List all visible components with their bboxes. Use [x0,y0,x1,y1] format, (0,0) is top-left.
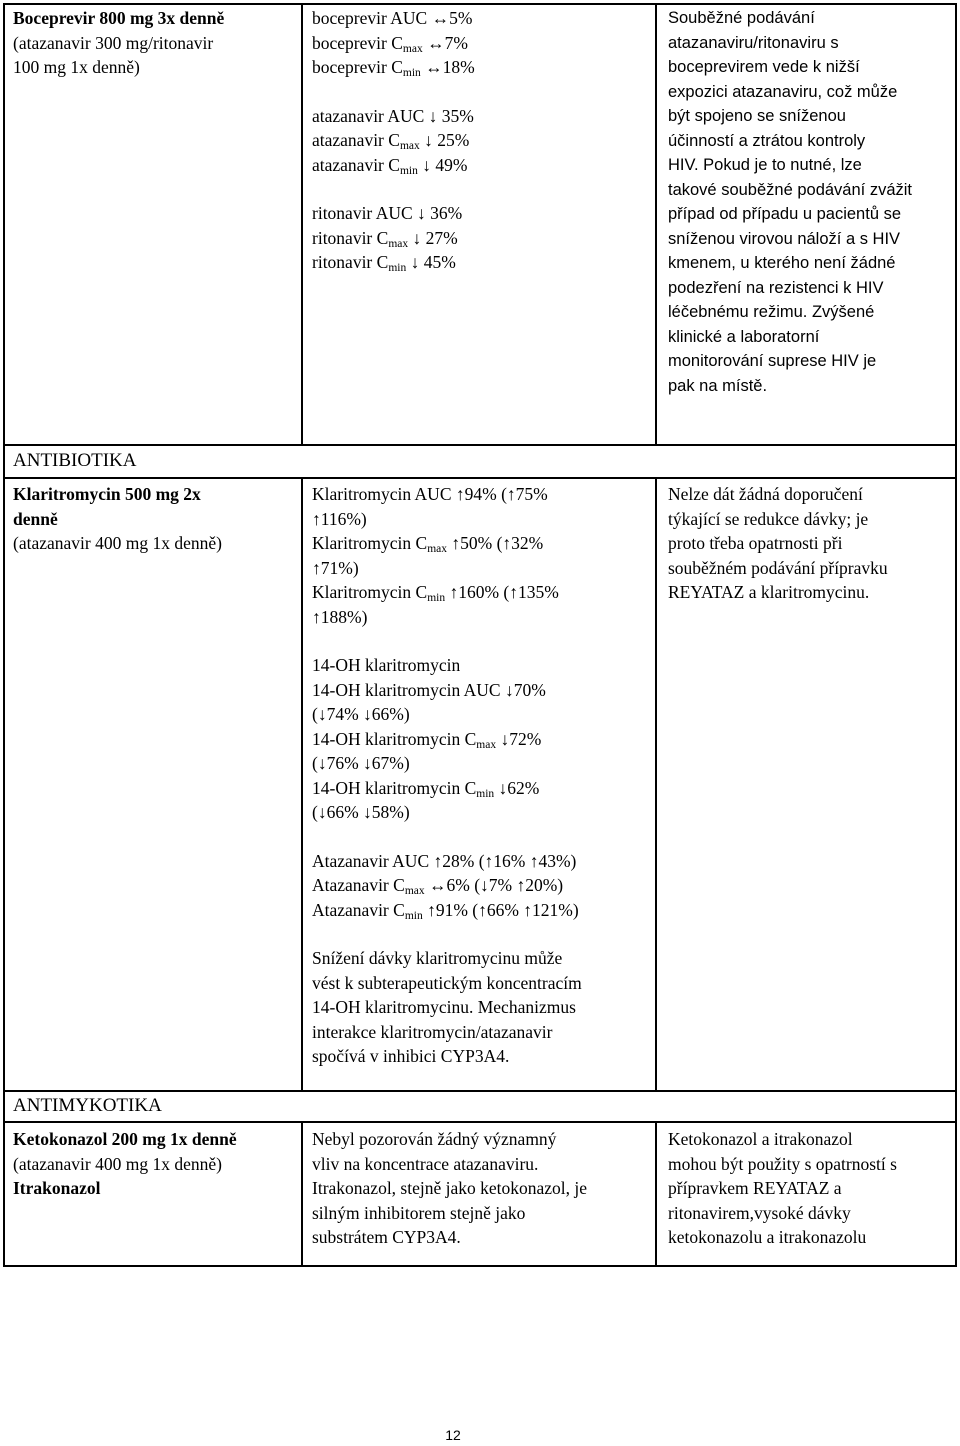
pk-subscript: max [404,885,425,897]
pk-parameter: C [391,32,403,53]
pk-effect-line [312,605,657,630]
recommendation-line: pak na místě. [668,376,768,395]
pk-value: ↑94% (↑75% [455,484,548,504]
drug-label: ritonavir [312,227,373,248]
column-divider [301,1121,303,1267]
pk-label: ↑71%) [312,557,359,578]
page-number: 12 [445,1427,461,1443]
pk-effect-line [312,653,657,678]
pk-subscript: max [402,42,423,55]
pk-label: Klaritromycin AUC [312,484,456,504]
effect-line: Itrakonazol, stejně jako ketokonazol, je [312,1178,588,1198]
pk-effect-line [312,31,657,56]
pk-effect-line [312,898,657,923]
pk-subscript: max [427,543,447,555]
pk-parameter: C [376,252,389,272]
recommendation-line: případ od případu u pacientů se [668,205,902,223]
pk-subscript: min [427,592,446,604]
pk-label: 14-OH klaritromycin C [312,728,477,749]
recommendation-line: HIV. Pokud je to nutné, lze [668,156,862,174]
pk-parameter: C [391,57,403,77]
recommendation-line: týkající se redukce dávky; je [668,508,869,529]
pk-value: 36% [430,203,463,223]
pk-label: Atazanavir C [312,875,405,895]
pk-parameter: C [376,227,389,248]
recommendation-line: takové souběžné podávání zvážit [668,180,912,199]
pk-subscript: min [399,164,418,177]
section-header-antibiotics: ANTIBIOTIKA [13,450,137,471]
recommendation-line: monitorování suprese HIV je [668,352,877,370]
recommendation-line: ritonavirem,vysoké dávky [668,1202,851,1223]
pk-value: 18% [442,57,475,77]
drug-label: atazanavir [312,130,384,150]
change-arrow-icon: ↔ [427,32,445,53]
recommendation-line: Ketokonazol a itrakonazol [668,1129,853,1149]
pk-effect-line [312,580,657,605]
pk-effect-line [312,482,657,507]
boceprevir-effects-cell [312,6,657,275]
ketoconazole-drug-cell [13,1127,298,1201]
note-line: Snížení dávky klaritromycinu může [312,948,563,968]
ketoconazole-recommendation-cell [668,1127,953,1250]
pk-effect-line [312,507,657,532]
pk-label: (↓74% ↓66%) [312,704,410,724]
clarithromycin-effects-cell [312,482,657,1069]
boceprevir-drug-cell [13,6,298,80]
recommendation-line: Souběžné podávání [668,9,815,27]
pk-subscript: min [402,67,421,79]
pk-effect-line [312,201,657,226]
pk-subscript: max [399,140,420,152]
table-border-top [3,3,957,5]
drug-name: Boceprevir 800 mg 3x denně [13,8,225,28]
pk-effect-line [312,702,657,727]
pk-effect-line [312,727,657,752]
pk-label: 14-OH klaritromycin [312,655,461,675]
change-arrow-icon: ↔ [431,8,450,28]
pk-effect-line [312,128,657,153]
pk-parameter: AUC [375,203,413,223]
pk-value: 7% [444,32,468,53]
column-divider [301,3,303,446]
pk-label: (↓66% ↓58%) [312,802,410,822]
pk-label: Klaritromycin C [312,533,428,553]
recommendation-line: být spojeno se sníženou [668,107,846,125]
pk-label: Klaritromycin C [312,582,428,602]
pk-subscript: min [404,909,423,922]
row-divider [3,1121,957,1123]
recommendation-line: proto třeba opatrnosti při [668,533,843,553]
effect-line: Nebyl pozorován žádný významný [312,1129,557,1149]
recommendation-line: podezření na rezistenci k HIV [668,278,884,297]
change-arrow-icon: ↓ [422,154,431,175]
pk-value: ↑160% (↑135% [449,582,559,602]
pk-effect-line [312,776,657,801]
note-line: 14-OH klaritromycinu. Mechanizmus [312,997,576,1017]
pk-value: ↔6% (↓7% ↑20%) [429,875,564,895]
clarithromycin-drug-cell [13,482,298,556]
pk-value: ↑50% (↑32% [451,533,544,553]
effect-line: vliv na koncentrace atazanaviru. [312,1153,539,1174]
pk-label: ↑188%) [312,606,368,627]
drug-name: denně [13,508,58,529]
row-divider [3,477,957,479]
row-divider [3,444,957,446]
table-border-bottom [3,1265,957,1267]
drug-label: atazanavir [312,154,384,175]
recommendation-line: účinností a ztrátou kontroly [668,131,866,150]
pk-parameter: C [388,154,400,175]
pk-effect-line [312,55,657,80]
drug-label: ritonavir [312,252,373,272]
note-line: interakce klaritromycin/atazanavir [312,1021,553,1042]
pk-value: ↓70% [504,679,546,700]
pk-effect-line [312,849,657,874]
drug-label: boceprevir [312,8,387,28]
drug-label: boceprevir [312,57,387,77]
recommendation-line: sníženou virovou náloží a s HIV [668,229,901,248]
recommendation-line: léčebnému režimu. Zvýšené [668,303,875,321]
clarithromycin-recommendation-cell [668,482,953,605]
pk-value: ↓62% [498,777,540,798]
boceprevir-recommendation-cell [668,6,953,398]
pk-label: ↑116%) [312,508,367,529]
recommendation-line: mohou být použity s opatrností s [668,1153,897,1174]
pk-value: ↑91% (↑66% ↑121%) [427,899,579,920]
pk-subscript: max [476,738,497,751]
change-arrow-icon: ↓ [417,203,426,223]
pk-value: 5% [449,8,473,28]
recommendation-line: klinické a laboratorní [668,327,820,346]
pk-value: 49% [435,154,468,175]
recommendation-line: ketokonazolu a itrakonazolu [668,1227,867,1247]
pk-label: (↓76% ↓67%) [312,753,410,773]
drug-name: Itrakonazol [13,1178,101,1198]
pk-effect-line [312,6,657,31]
pk-parameter: AUC [387,105,425,126]
pk-subscript: min [388,262,407,274]
recommendation-line: expozici atazanaviru, což může [668,82,898,101]
drug-name: Klaritromycin 500 mg 2x [13,484,201,504]
note-line: vést k subterapeutickým koncentracím [312,972,582,993]
effect-line: silným inhibitorem stejně jako [312,1202,526,1223]
pk-value: 35% [441,105,474,126]
drug-label: atazanavir [312,105,384,126]
recommendation-line: kmenem, u kterého není žádné [668,254,896,272]
pk-value: ↑28% (↑16% ↑43%) [433,850,577,871]
drug-label: boceprevir [312,32,387,53]
table-border-right [955,3,957,1267]
pk-subscript: max [388,237,409,250]
pk-effect-line [312,250,657,275]
pk-effect-line [312,800,657,825]
row-divider [3,1090,957,1092]
pk-value: 25% [437,130,470,150]
recommendation-line: atazanaviru/ritonaviru s [668,33,839,52]
pk-parameter: C [388,130,400,150]
pk-effect-line [312,751,657,776]
pk-effect-line [312,153,657,178]
pk-effect-line [312,678,657,703]
pk-effect-line [312,556,657,581]
drug-name: Ketokonazol 200 mg 1x denně [13,1129,237,1149]
pk-effect-line [312,531,657,556]
change-arrow-icon: ↓ [428,105,438,126]
drug-label: ritonavir [312,203,373,223]
pk-label: 14-OH klaritromycin C [312,777,477,798]
recommendation-line: souběžném podávání přípravku [668,557,888,578]
recommendation-line: boceprevirem vede k nižší [668,58,860,76]
pk-label: Atazanavir AUC [312,850,434,871]
pk-value: 45% [423,252,456,272]
pk-parameter: AUC [390,8,428,28]
pk-effect-line [312,104,657,129]
table-border-left [3,3,5,1267]
pk-label: 14-OH klaritromycin AUC [312,679,505,700]
recommendation-line: přípravkem REYATAZ a [668,1178,842,1198]
recommendation-line: Nelze dát žádná doporučení [668,484,863,504]
column-divider [301,477,303,1092]
ketoconazole-effects-cell [312,1127,657,1250]
change-arrow-icon: ↓ [410,252,420,272]
interaction-table [3,3,957,1267]
pk-label: Atazanavir C [312,899,405,920]
pk-effect-line [312,873,657,898]
effect-line: substrátem CYP3A4. [312,1227,461,1247]
note-line: spočívá v inhibici CYP3A4. [312,1046,510,1066]
change-arrow-icon: ↓ [412,227,422,248]
drug-regimen: (atazanavir 300 mg/ritonavir [13,32,214,53]
section-header-antimycotics: ANTIMYKOTIKA [13,1095,162,1116]
pk-effect-line [312,226,657,251]
pk-subscript: min [476,787,495,800]
drug-regimen: (atazanavir 400 mg 1x denně) [13,1153,222,1174]
drug-regimen: 100 mg 1x denně) [13,57,140,77]
change-arrow-icon: ↔ [425,57,443,77]
drug-regimen: (atazanavir 400 mg 1x denně) [13,533,222,553]
pk-value: ↓72% [500,728,542,749]
change-arrow-icon: ↓ [424,130,433,150]
pk-value: 27% [425,227,458,248]
recommendation-line: REYATAZ a klaritromycinu. [668,582,870,602]
